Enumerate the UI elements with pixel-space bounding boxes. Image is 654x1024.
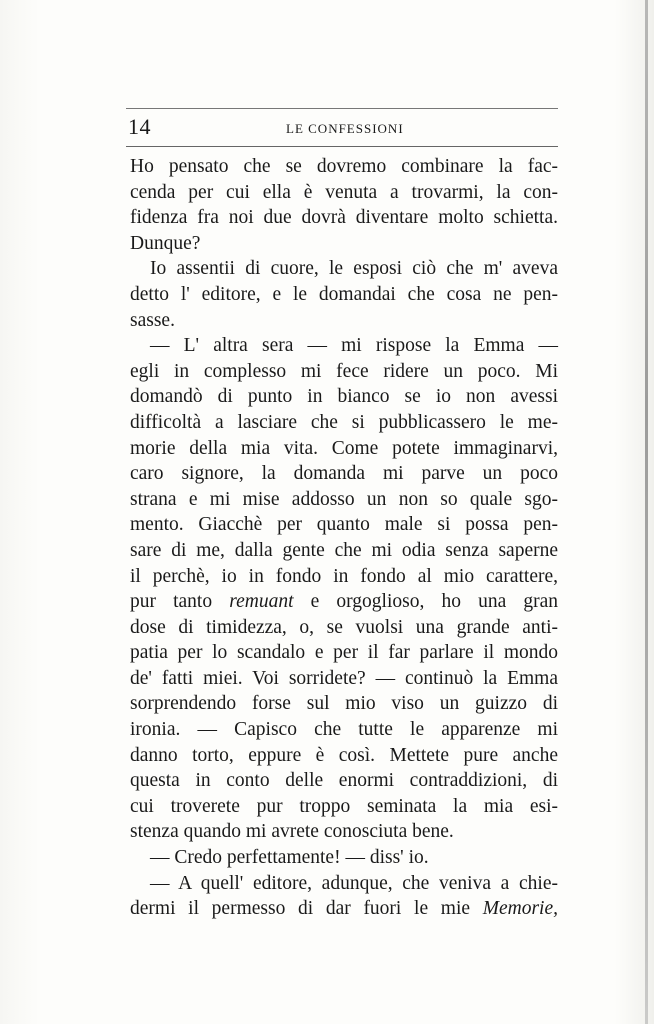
header-rule-bottom [126,146,558,147]
text-line: cui troverete pur troppo seminata la mia esi- [130,795,558,817]
text-line: sasse. [130,309,175,331]
header-rule-top [126,108,558,109]
text-line: mento. Giacchè per quanto male si possa pen- [130,514,558,536]
text-line: — A quell' editore, adunque, che veniva a chie- [150,872,558,894]
text-line-italic: dermi il permesso di dar fuori le mie Memorie, [130,898,558,920]
text-line: Io assentii di cuore, le esposi ciò che m' aveva [150,258,558,280]
text-line: cenda per cui ella è venuta a trovarmi, la con- [130,181,558,203]
text-line: Dunque? [130,232,201,254]
body-text [130,154,558,922]
text-line: difficoltà a lasciare che si pubblicassero le me- [130,411,558,433]
text-line: morie della mia vita. Come potete immaginarvi, [130,437,558,459]
text-line: sare di me, dalla gente che mi odia senza saperne [130,539,558,561]
text-line: fidenza fra noi due dovrà diventare molto schietta. [130,207,558,229]
text-line: danno torto, eppure è così. Mettete pure anche [130,744,558,766]
text-line: Ho pensato che se dovremo combinare la fac- [130,156,558,177]
text-line: caro signore, la domanda mi parve un poco [130,463,558,485]
text-line: dose di timidezza, o, se vuolsi una grande anti- [130,616,558,638]
page-edge-shadow [645,0,648,1024]
running-title: LE CONFESSIONI [286,121,404,136]
text-line: — L' altra sera — mi rispose la Emma — [150,335,558,357]
text-line: detto l' editore, e le domandai che cosa ne pen- [130,283,558,305]
text-line: egli in complesso mi fece ridere un poco. Mi [130,360,558,382]
page-number: 14 [128,114,151,139]
text-line: questa in conto delle enormi contraddizioni, di [130,770,558,792]
text-line: ironia. — Capisco che tutte le apparenze mi [130,719,558,741]
text-line-italic: pur tanto remuant e orgoglioso, ho una gran [130,591,559,613]
text-line: domandò di punto in bianco se io non avessi [130,386,558,408]
text-line: sorprendendo forse sul mio viso un guizzo di [130,693,558,715]
text-line: patia per lo scandalo e per il far parlare il mondo [130,642,558,664]
text-line: stenza quando mi avrete conosciuta bene. [130,821,454,843]
text-line: — Credo perfettamente! — diss' io. [150,847,429,869]
text-line: strana e mi mise addosso un non so quale sgo- [130,488,558,510]
text-line: de' fatti miei. Voi sorridete? — continuò la Emma [130,667,558,689]
text-line: il perchè, io in fondo in fondo al mio carattere, [130,565,558,587]
running-header [126,114,558,142]
